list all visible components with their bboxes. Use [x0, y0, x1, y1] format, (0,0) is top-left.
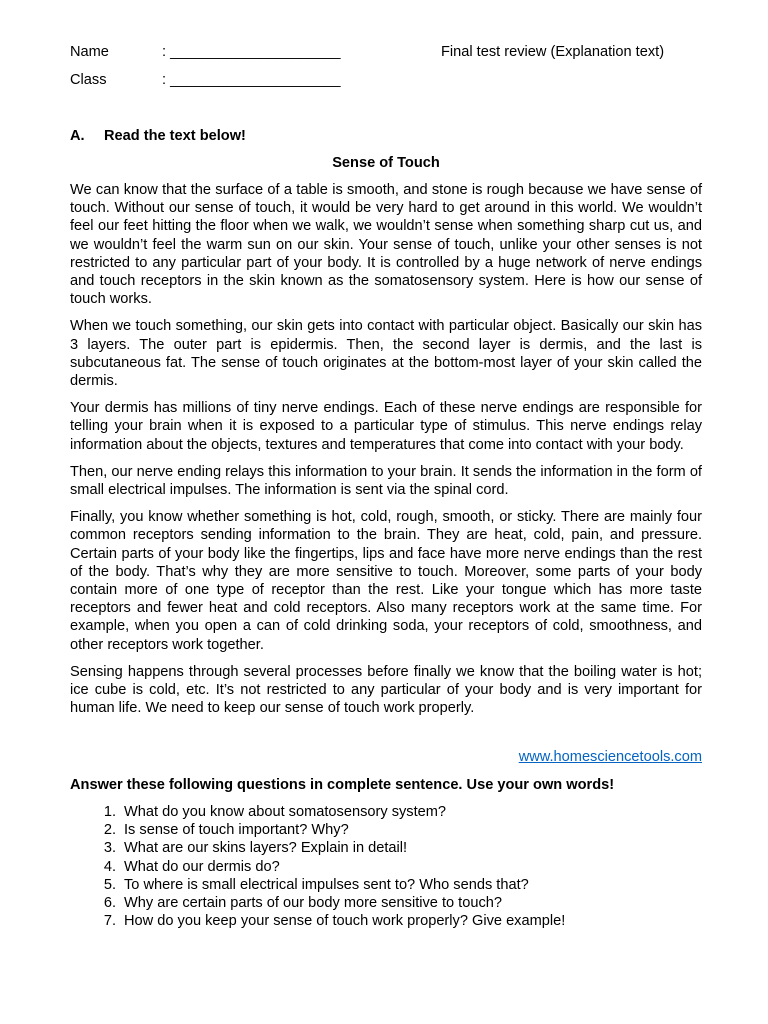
section-heading: [70, 126, 246, 146]
class-row: [70, 70, 710, 90]
question-number: 3.: [103, 840, 116, 857]
list-item: [70, 821, 565, 839]
class-field: : _____________________: [162, 72, 341, 88]
question-text: Why are certain parts of our body more sensitive to touch?: [124, 894, 502, 911]
list-item: [70, 839, 565, 857]
question-text: How do you keep your sense of touch work properly? Give example!: [124, 913, 566, 930]
worksheet-title: Final test review (Explanation text): [441, 44, 665, 60]
paragraph: When we touch something, our skin gets into contact with particular object. Basically our skin has 3 layers. The outer part is epidermis. Then, the second layer is dermis, and the last is subcutaneous fat. The sense of touch originates at the bottom-most layer of your skin called the dermis.: [70, 318, 702, 390]
section-letter: A.: [70, 128, 85, 144]
question-text: To where is small electrical impulses sent to? Who sends that?: [124, 876, 529, 893]
source-line: [70, 747, 702, 767]
question-number: 7.: [103, 913, 116, 930]
name-field: : _____________________: [162, 44, 341, 60]
question-text: What are our skins layers? Explain in detail!: [124, 840, 408, 857]
question-text: What do you know about somatosensory system?: [124, 804, 447, 820]
list-item: [70, 876, 565, 894]
question-number: 2.: [103, 822, 116, 839]
list-item: [70, 858, 565, 876]
list-item: [70, 894, 565, 912]
paragraph: Finally, you know whether something is hot, cold, rough, smooth, or sticky. There are mainly four common receptors sending information to the brain. They are heat, cold, pain, and pressure. Certain parts of your body like the fingertips, lips and face have more nerve endings than the rest of the body. That’s why they are more sensitive to touch. Moreover, some parts of your body contain more of one type of receptor than the rest. Like your tongue which has more taste receptors and fewer heat and cold receptors. Also many receptors work at the same time. For example, when you open a can of cold drinking soda, your receptors of cold, smoothness, and other receptors work together.: [70, 509, 702, 653]
source-link[interactable]: www.homesciencetools.com: [518, 749, 702, 765]
paragraph: Then, our nerve ending relays this information to your brain. It sends the information in the form of small electrical impulses. The information is sent via the spinal cord.: [70, 463, 702, 499]
class-label: Class: [70, 72, 107, 88]
questions-instruction: Answer these following questions in complete sentence. Use your own words!: [70, 777, 615, 793]
section-instruction: Read the text below!: [104, 128, 246, 144]
question-number: 4.: [103, 858, 116, 875]
list-item: [70, 803, 565, 821]
question-number: 6.: [103, 894, 116, 911]
paragraph: Sensing happens through several processes before finally we know that the boiling water is hot; ice cube is cold, etc. It’s not restricted to any particular of your body and is very important for human life. We need to keep our sense of touch work properly.: [70, 663, 702, 717]
paragraph: Your dermis has millions of tiny nerve endings. Each of these nerve endings are responsible for telling your brain when it is exposed to a particular type of stimulus. This nerve endings relay information about the objects, textures and temperatures that come into contact with your body.: [70, 400, 702, 453]
text-title: Sense of Touch: [332, 155, 440, 171]
questions-list: [70, 803, 565, 930]
question-number: 1.: [103, 804, 116, 820]
paragraph: We can know that the surface of a table is smooth, and stone is rough because we have sense of touch. Without our sense of touch, it would be very hard to get around in this world. We wouldn’t feel our feet hitting the floor when we walk, we wouldn’t sense when something sharp cut us, and we wouldn’t feel the warm sun on our skin. Your sense of touch, unlike your other senses is not restricted to any particular part of your body. It is controlled by a huge network of nerve endings and touch receptors in the skin known as the somatosensory system. Here is how our sense of touch works.: [70, 182, 702, 308]
reading-text: [70, 181, 702, 726]
question-number: 5.: [103, 876, 116, 893]
name-row: [70, 42, 710, 62]
question-text: Is sense of touch important? Why?: [124, 822, 349, 839]
list-item: [70, 912, 565, 930]
question-text: What do our dermis do?: [124, 858, 280, 875]
name-label: Name: [70, 44, 109, 60]
